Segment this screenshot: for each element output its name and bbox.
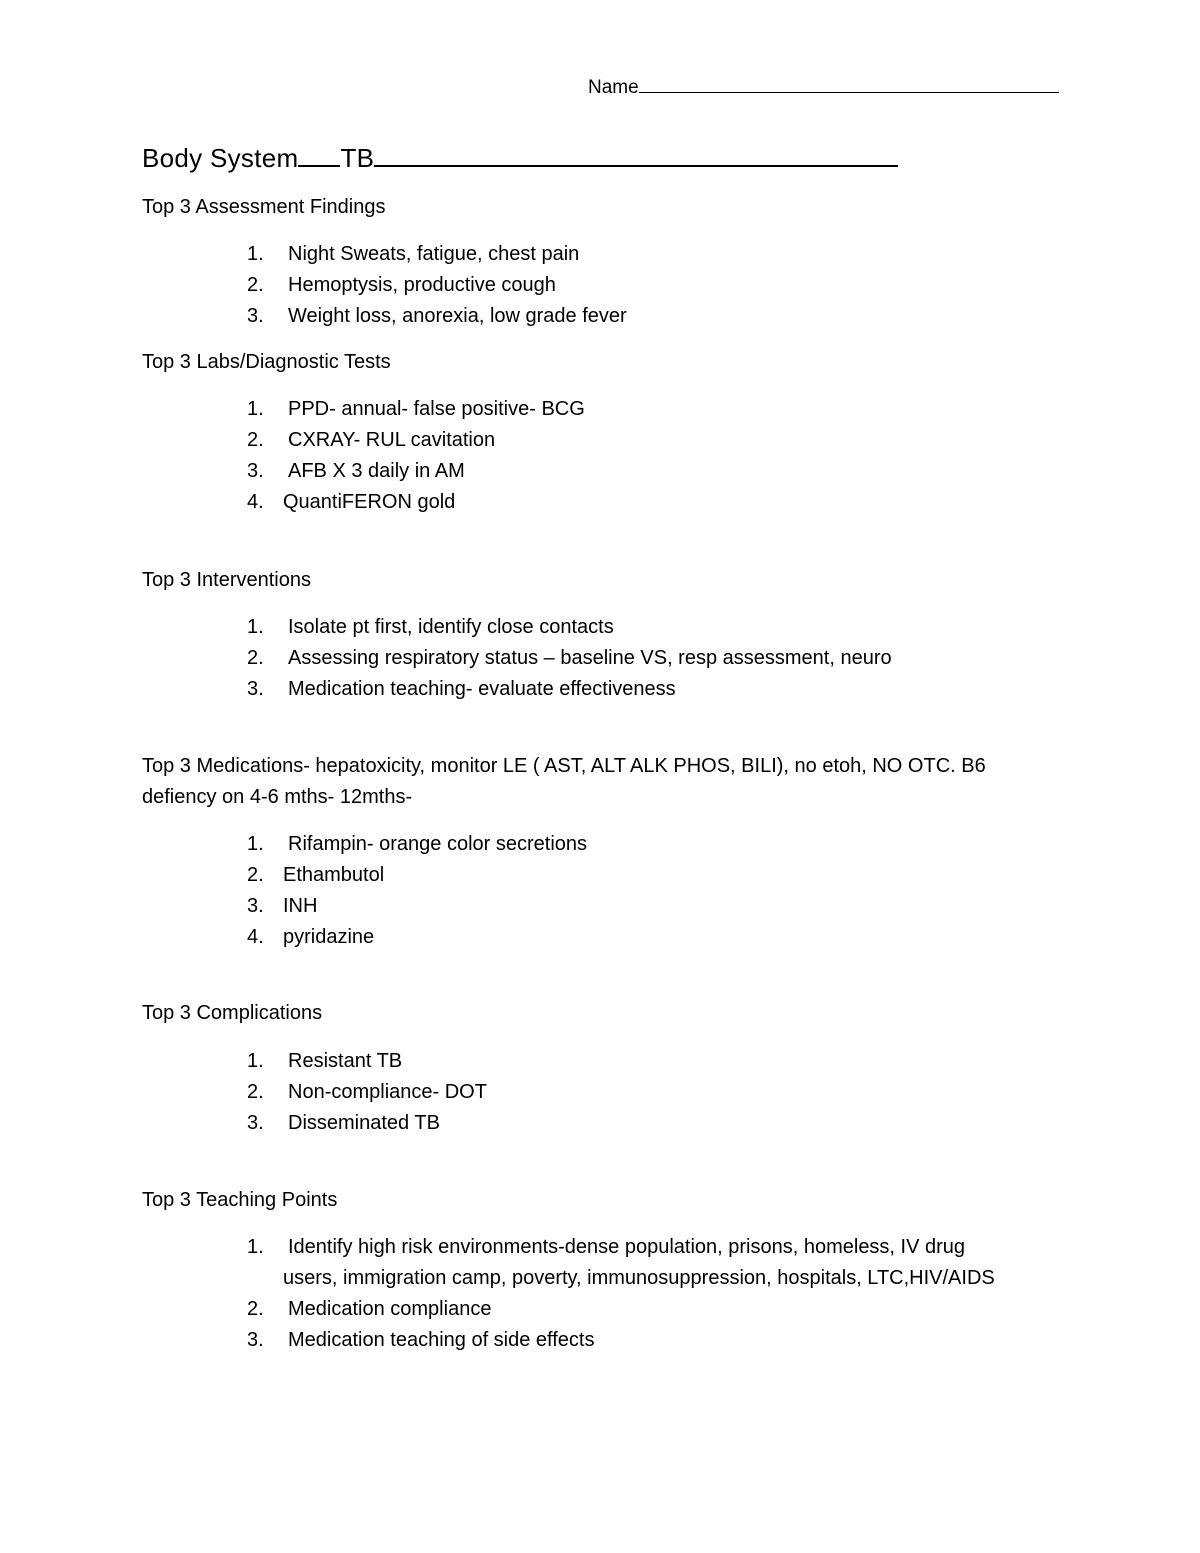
item-number: 1. — [247, 1050, 264, 1072]
item-text: Assessing respiratory status – baseline VS, resp assessment, neuro — [288, 647, 892, 669]
list-item — [0, 425, 1068, 456]
item-text: Identify high risk environments-dense population, prisons, homeless, IV drug — [288, 1236, 966, 1258]
item-number: 4. — [247, 926, 264, 948]
title-topic: TB — [340, 143, 375, 173]
item-text: CXRAY- RUL cavitation — [288, 429, 496, 451]
list-item — [0, 1077, 1068, 1108]
item-text: QuantiFERON gold — [283, 491, 456, 513]
list-item — [0, 239, 1068, 270]
section-heading-labs: Top 3 Labs/Diagnostic Tests — [142, 351, 391, 373]
item-number: 3. — [247, 305, 264, 327]
list-item — [0, 456, 1068, 487]
item-number: 2. — [247, 1081, 264, 1103]
item-text: PPD- annual- false positive- BCG — [288, 398, 585, 420]
section-heading-interventions: Top 3 Interventions — [142, 569, 311, 591]
item-text: Medication compliance — [288, 1298, 492, 1320]
item-number: 1. — [247, 1236, 264, 1258]
item-number: 2. — [247, 647, 264, 669]
item-text: Medication teaching- evaluate effectiveness — [288, 678, 676, 700]
item-text: Disseminated TB — [288, 1112, 440, 1134]
item-number: 3. — [247, 678, 264, 700]
name-blank-line — [639, 72, 1059, 93]
item-number: 2. — [247, 864, 264, 886]
item-text: Weight loss, anorexia, low grade fever — [288, 305, 627, 327]
item-number: 4. — [247, 491, 264, 513]
item-text: Resistant TB — [288, 1050, 403, 1072]
item-text: Night Sweats, fatigue, chest pain — [288, 243, 580, 265]
medications-list — [0, 829, 1068, 953]
item-text: Isolate pt first, identify close contacts — [288, 616, 614, 638]
list-item — [0, 674, 1068, 705]
list-item — [0, 487, 1063, 518]
item-text: Medication teaching of side effects — [288, 1329, 595, 1351]
title-blank-long — [374, 143, 898, 167]
section-heading-teaching: Top 3 Teaching Points — [142, 1189, 338, 1211]
section-heading-medications: Top 3 Medications- hepatoxicity, monitor LE ( AST, ALT ALK PHOS, BILI), no etoh, NO OTC. B6 — [142, 755, 986, 777]
name-label: Name — [588, 77, 639, 98]
name-field — [588, 72, 1059, 100]
item-number: 3. — [247, 895, 264, 917]
list-item — [0, 1046, 1068, 1077]
item-number: 1. — [247, 398, 264, 420]
teaching-list — [0, 1232, 1068, 1356]
section-heading-assessment: Top 3 Assessment Findings — [142, 196, 386, 218]
section-heading-complications: Top 3 Complications — [142, 1002, 323, 1024]
list-item — [0, 829, 1068, 860]
item-text: Non-compliance- DOT — [288, 1081, 487, 1103]
item-text: Rifampin- orange color secretions — [288, 833, 588, 855]
item-text: Hemoptysis, productive cough — [288, 274, 556, 296]
list-item — [0, 394, 1068, 425]
item-number: 1. — [247, 833, 264, 855]
complications-list — [0, 1046, 1068, 1139]
section-heading-medications-line2: defiency on 4-6 mths- 12mths- — [142, 786, 413, 808]
list-item — [0, 860, 1063, 891]
list-item — [0, 922, 1063, 953]
item-text: pyridazine — [283, 926, 375, 948]
list-item — [0, 643, 1068, 674]
labs-list — [0, 394, 1068, 518]
page-title — [142, 142, 898, 174]
item-text: Ethambutol — [283, 864, 385, 886]
interventions-list — [0, 612, 1068, 705]
list-item — [0, 1325, 1068, 1356]
item-text: INH — [283, 895, 318, 917]
title-blank-short — [298, 143, 340, 167]
item-number: 1. — [247, 616, 264, 638]
list-item — [0, 1108, 1068, 1139]
item-text: AFB X 3 daily in AM — [288, 460, 465, 482]
list-item — [0, 301, 1068, 332]
list-item — [0, 612, 1068, 643]
item-number: 3. — [247, 1112, 264, 1134]
list-item — [0, 1294, 1068, 1325]
item-number: 2. — [247, 429, 264, 451]
item-number: 1. — [247, 243, 264, 265]
item-number: 2. — [247, 274, 264, 296]
item-number: 3. — [247, 460, 264, 482]
list-item — [0, 891, 1063, 922]
item-number: 2. — [247, 1298, 264, 1320]
list-item — [0, 270, 1068, 301]
assessment-list — [0, 239, 1068, 332]
item-text-continued: users, immigration camp, poverty, immunosuppression, hospitals, LTC,HIV/AIDS — [283, 1267, 995, 1289]
title-prefix: Body System — [142, 143, 299, 173]
list-item — [0, 1232, 1068, 1294]
item-number: 3. — [247, 1329, 264, 1351]
